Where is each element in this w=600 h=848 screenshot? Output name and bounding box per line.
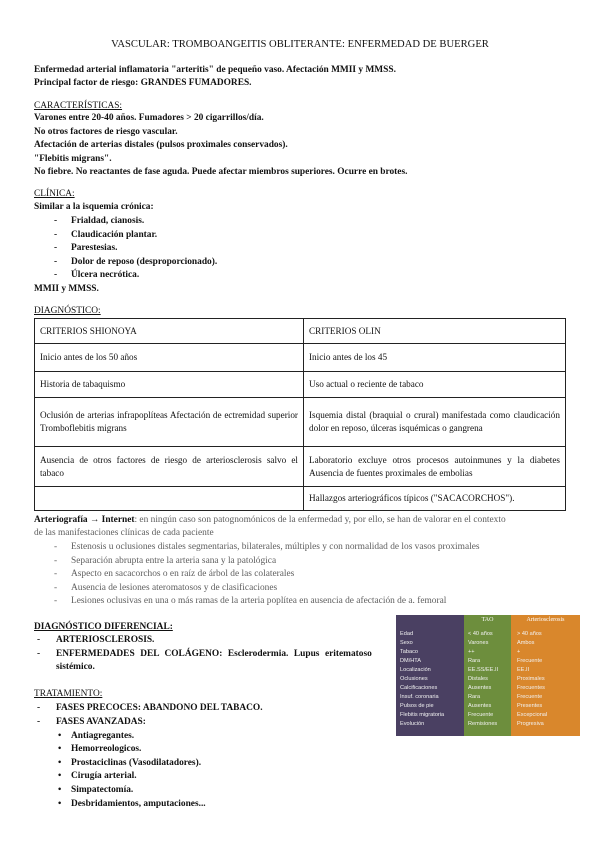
clinica-item: Parestesias.	[71, 243, 118, 253]
dash-bullet: -	[54, 569, 58, 579]
table-row	[35, 487, 566, 511]
arteriografia-text: : en ningún caso son patognomónicos de la enfermedad y, por ello, se han de valorar en el contexto	[134, 515, 506, 525]
diferencial-item-continued: sistémico.	[56, 662, 95, 672]
clinica-item: Dolor de reposo (desproporcionado).	[71, 257, 218, 267]
figure-label: Pulsos de pie	[400, 703, 434, 709]
dash-bullet: -	[54, 270, 58, 280]
table-row	[35, 447, 566, 487]
figure-label: Oclusiones	[400, 676, 428, 682]
section-heading-caracteristicas: CARACTERÍSTICAS:	[34, 101, 123, 111]
figure-value: Progresiva	[517, 721, 544, 727]
table-header-cell: CRITERIOS SHIONOYA	[35, 319, 304, 344]
caracteristicas-line-3: Afectación de arterias distales (pulsos proximales conservados).	[34, 140, 288, 150]
figure-value: Proximales	[517, 676, 545, 682]
diferencial-item: ARTERIOSCLEROSIS.	[56, 635, 155, 645]
arteriografia-item: Separación abrupta entre la arteria sana y la patológica	[71, 556, 277, 566]
figure-label: Tabaco	[400, 649, 419, 655]
diferencial-item: ENFERMEDADES DEL COLÁGENO: Esclerodermia. Lupus eritematoso	[56, 649, 372, 659]
round-bullet: •	[58, 744, 62, 754]
table-row	[35, 344, 566, 372]
dash-bullet: -	[37, 635, 41, 645]
tratamiento-subitem: Prostaciclinas (Vasodilatadores).	[71, 758, 202, 768]
table-header-row	[35, 319, 566, 344]
intro-line-1: Enfermedad arterial inflamatoria "arteritis" de pequeño vaso. Afectación MMII y MMSS.	[34, 65, 396, 75]
criteria-table	[34, 318, 566, 511]
caracteristicas-line-4: "Flebitis migrans".	[34, 154, 112, 164]
round-bullet: •	[58, 799, 62, 809]
figure-value: Rara	[468, 694, 481, 700]
figure-value: Frecuente	[517, 694, 543, 700]
figure-value: Rara	[468, 658, 481, 664]
tratamiento-subitem: Desbridamientos, amputaciones...	[71, 799, 206, 809]
table-cell: Historia de tabaquismo	[35, 372, 304, 398]
table-cell: Isquemia distal (braquial o crural) manifestada como claudicación dolor en reposo, úlceras isquémicas o gangrena	[304, 398, 566, 447]
dash-bullet: -	[54, 542, 58, 552]
arteriografia-item: Estenosis u oclusiones distales segmentarias, bilaterales, múltiples y con normalidad de los vasos proximales	[71, 542, 480, 552]
figure-header-arterio: Arteriosclerosis	[526, 617, 565, 623]
arteriografia-label: Arteriografía → Internet	[34, 515, 135, 525]
dash-bullet: -	[37, 703, 41, 713]
figure-value: < 40 años	[468, 631, 493, 637]
dash-bullet: -	[54, 230, 58, 240]
figure-label: Calcificaciones	[400, 685, 438, 691]
clinica-outro: MMII y MMSS.	[34, 284, 99, 294]
table-cell: Ausencia de otros factores de riesgo de arteriosclerosis salvo el tabaco	[35, 447, 304, 487]
section-heading-diferencial: DIAGNÓSTICO DIFERENCIAL:	[34, 622, 173, 632]
table-cell: Oclusión de arterias infrapoplíteas Afectación de ectremidad superior Tromboflebitis migrans	[35, 398, 304, 447]
figure-header-tao: TAO	[481, 617, 494, 623]
caracteristicas-line-2: No otros factores de riesgo vascular.	[34, 127, 178, 137]
figure-value: Frecuente	[517, 658, 543, 664]
dash-bullet: -	[54, 257, 58, 267]
intro-line-2: Principal factor de riesgo: GRANDES FUMADORES.	[34, 78, 252, 88]
figure-value: EE.SS/EE.II	[468, 667, 499, 673]
figure-label: Evolución	[400, 721, 425, 727]
figure-value: Ausentes	[468, 685, 492, 691]
dash-bullet: -	[54, 583, 58, 593]
figure-value: Distales	[468, 676, 488, 682]
tratamiento-item: FASES AVANZADAS:	[56, 717, 146, 727]
figure-arterio-column	[511, 615, 580, 736]
caracteristicas-line-1: Varones entre 20-40 años. Fumadores > 20 cigarrillos/día.	[34, 113, 264, 123]
figure-tao-column	[464, 615, 511, 736]
section-heading-clinica: CLÍNICA:	[34, 189, 75, 199]
figure-label: DM/HTA	[400, 658, 422, 664]
figure-value: Ambos	[517, 640, 535, 646]
tratamiento-subitem: Hemorreologicos.	[71, 744, 142, 754]
arteriografia-line	[34, 514, 506, 526]
figure-value: Frecuente	[468, 712, 494, 718]
section-heading-diagnostico: DIAGNÓSTICO:	[34, 306, 101, 316]
dash-bullet: -	[37, 717, 41, 727]
figure-value: Ausentes	[468, 703, 492, 709]
table-header-cell: CRITERIOS OLIN	[304, 319, 566, 344]
figure-label: Localización	[400, 667, 431, 673]
figure-value: Excepcional	[517, 712, 548, 718]
arteriografia-item: Lesiones oclusivas en una o más ramas de la arteria poplítea en ausencia de afectación de a. femoral	[71, 596, 447, 606]
dash-bullet: -	[54, 556, 58, 566]
arteriografia-text-2: de las manifestaciones clínicas de cada paciente	[34, 528, 214, 538]
figure-labels-column	[396, 615, 464, 736]
clinica-intro: Similar a la isquemia crónica:	[34, 202, 154, 212]
figure-value: > 40 años	[517, 631, 542, 637]
table-cell: Hallazgos arteriográficos típicos ("SACACORCHOS").	[304, 487, 566, 511]
dash-bullet: -	[37, 649, 41, 659]
figure-label: Sexo	[400, 640, 413, 646]
figure-value: Frecuentes	[517, 685, 545, 691]
round-bullet: •	[58, 771, 62, 781]
clinica-item: Úlcera necrótica.	[71, 270, 140, 280]
arteriografia-item: Ausencia de lesiones ateromatosos y de clasificaciones	[71, 583, 278, 593]
comparison-figure	[396, 615, 580, 736]
figure-value: Varones	[468, 640, 489, 646]
figure-value: Remisiones	[468, 721, 498, 727]
tratamiento-subitem: Cirugía arterial.	[71, 771, 137, 781]
table-cell: Inicio antes de los 50 años	[35, 344, 304, 372]
caracteristicas-line-5: No fiebre. No reactantes de fase aguda. Puede afectar miembros superiores. Ocurre en brotes.	[34, 167, 408, 177]
tratamiento-item: FASES PRECOCES: ABANDONO DEL TABACO.	[56, 703, 263, 713]
tratamiento-subitem: Simpatectomía.	[71, 785, 134, 795]
round-bullet: •	[58, 758, 62, 768]
table-row	[35, 372, 566, 398]
figure-value: +	[517, 649, 521, 655]
figure-value: Presentes	[517, 703, 543, 709]
figure-value: ++	[468, 649, 475, 655]
figure-label: Edad	[400, 631, 414, 637]
figure-label: Flebitis migratoria	[400, 712, 445, 718]
figure-label: Insuf. coronaria	[400, 694, 439, 700]
tratamiento-subitem: Antiagregantes.	[71, 731, 135, 741]
table-cell: Uso actual o reciente de tabaco	[304, 372, 566, 398]
section-heading-tratamiento: TRATAMIENTO:	[34, 689, 103, 699]
dash-bullet: -	[54, 596, 58, 606]
table-cell: Laboratorio excluye otros procesos autoinmunes y la diabetes Ausencia de fuentes proximales de embolias	[304, 447, 566, 487]
dash-bullet: -	[54, 243, 58, 253]
page-title: VASCULAR: TROMBOANGEITIS OBLITERANTE: ENFERMEDAD DE BUERGER	[111, 39, 489, 50]
dash-bullet: -	[54, 216, 58, 226]
clinica-item: Frialdad, cianosis.	[71, 216, 145, 226]
figure-value: EE.II	[517, 667, 530, 673]
arteriografia-item: Aspecto en sacacorchos o en raíz de árbol de las colaterales	[71, 569, 295, 579]
clinica-item: Claudicación plantar.	[71, 230, 158, 240]
table-cell	[35, 487, 304, 511]
table-row	[35, 398, 566, 447]
table-cell: Inicio antes de los 45	[304, 344, 566, 372]
round-bullet: •	[58, 785, 62, 795]
round-bullet: •	[58, 731, 62, 741]
